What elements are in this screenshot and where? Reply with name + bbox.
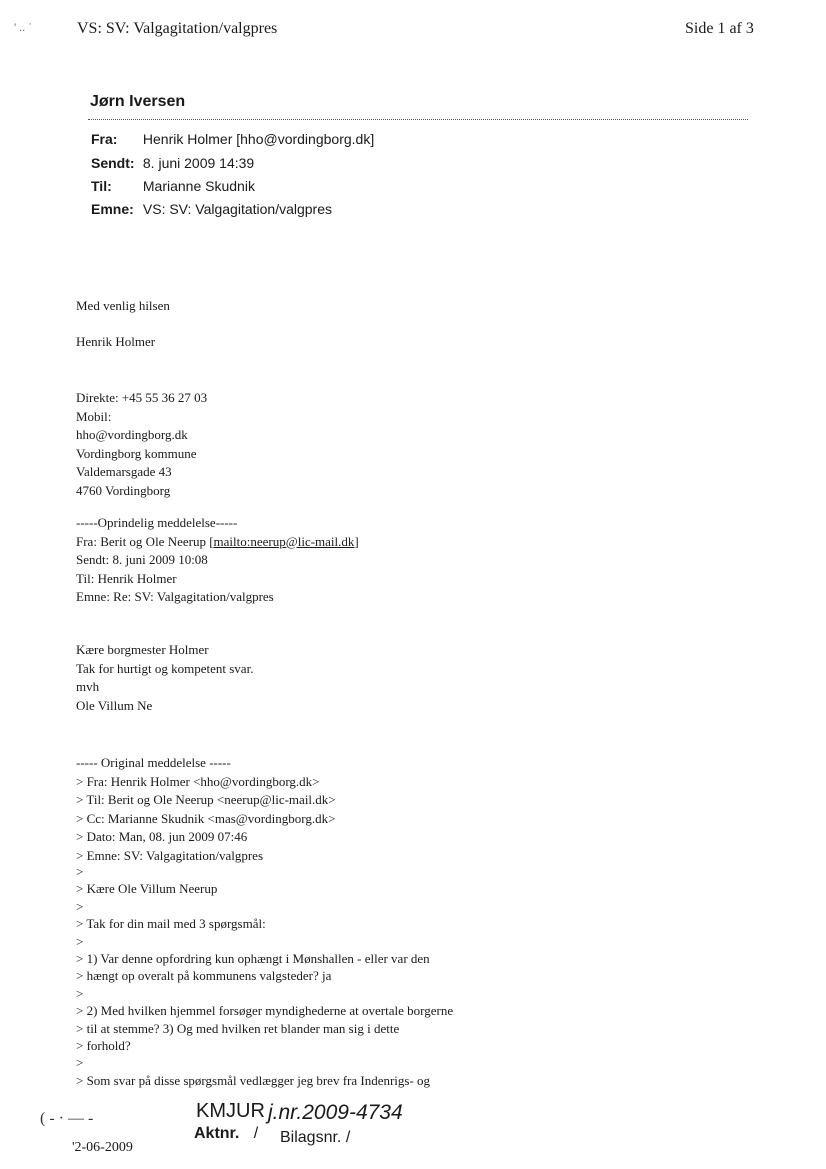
- from-value: Henrik Holmer [hho@vordingborg.dk]: [142, 131, 375, 147]
- quoted-line: > 1) Var denne opfordring kun ophængt i Mønshallen - eller var den: [76, 951, 430, 967]
- quoted-line: >: [76, 1055, 84, 1071]
- from-row: [91, 131, 374, 147]
- quoted-header-line: > Til: Berit og Ole Neerup <neerup@lic-mail.dk>: [76, 792, 336, 807]
- quoted-line: >: [76, 933, 84, 949]
- mailto-link[interactable]: [mailto:neerup@lic-mail.dk]: [209, 533, 359, 549]
- stamp-aktnr: [194, 1125, 258, 1143]
- to-value: Marianne Skudnik: [142, 178, 255, 194]
- quoted-header-line: > Fra: Henrik Holmer <hho@vordingborg.dk>: [76, 773, 320, 789]
- quoted-block: [76, 863, 453, 1089]
- reply-line: mvh: [76, 679, 100, 694]
- subject-row: [91, 201, 332, 217]
- quoted-line: > 2) Med hvilken hjemmel forsøger myndighederne at overtale borgerne: [76, 1003, 454, 1019]
- quoted-line: > Tak for din mail med 3 spørgsmål:: [76, 916, 266, 932]
- stamp-aktnr-value: /: [253, 1125, 259, 1142]
- stamp-bilag-value: /: [345, 1129, 351, 1146]
- quoted-line: > Kære Ole Villum Neerup: [76, 881, 218, 897]
- quoted-line: > forhold?: [76, 1038, 131, 1054]
- reply-line: Ole Villum Ne: [76, 697, 153, 713]
- subject-label: Emne:: [91, 201, 134, 217]
- reply-block: [76, 641, 253, 715]
- quoted-header-line: > Emne: SV: Valgagitation/valgpres: [76, 847, 264, 863]
- signature-line: Valdemarsgade 43: [76, 464, 172, 479]
- quoted-line: >: [76, 898, 84, 914]
- quoted-line: >: [76, 864, 84, 879]
- quoted-line: >: [76, 985, 84, 1001]
- original-subject: Emne: Re: SV: Valgagitation/valgpres: [76, 589, 274, 604]
- page-number: Side 1 af 3: [685, 20, 754, 37]
- original-to: Til: Henrik Holmer: [76, 570, 177, 586]
- stamp-marks: ( - · — -: [40, 1110, 94, 1127]
- sent-value: 8. juni 2009 14:39: [142, 155, 255, 171]
- original-from-text: Fra: Berit og Ole Neerup: [76, 533, 210, 549]
- quoted-header-line: > Cc: Marianne Skudnik <mas@vordingborg.dk>: [76, 810, 336, 826]
- page-header-title: VS: SV: Valgagitation/valgpres: [77, 20, 278, 37]
- mailbox-owner-name: Jørn Iversen: [90, 93, 186, 110]
- signature-line: 4760 Vordingborg: [76, 482, 171, 498]
- stamp-aktnr-label: Aktnr.: [194, 1125, 240, 1142]
- signature-email: hho@vordingborg.dk: [76, 427, 188, 442]
- original-marker: ----- Original meddelelse -----: [76, 755, 231, 770]
- original-message-1: [76, 514, 359, 607]
- signature-line: Vordingborg kommune: [76, 445, 197, 461]
- stamp-date: '2-06-2009: [72, 1140, 133, 1155]
- stamp-bilag-label: Bilagsnr.: [280, 1129, 342, 1146]
- to-label: Til:: [91, 178, 112, 194]
- original-sent: Sendt: 8. juni 2009 10:08: [76, 552, 208, 567]
- sender-name: Henrik Holmer: [76, 334, 156, 349]
- signature-line: Direkte: +45 55 36 27 03: [76, 390, 208, 405]
- reply-line: Kære borgmester Holmer: [76, 642, 209, 657]
- scan-marks: ' .. ˙: [14, 20, 33, 34]
- quoted-line: > Som svar på disse spørgsmål vedlægger jeg brev fra Indenrigs- og: [76, 1072, 431, 1088]
- original-message-2: [76, 754, 336, 865]
- to-row: [91, 178, 255, 194]
- sent-label: Sendt:: [91, 155, 135, 171]
- original-from: [76, 533, 359, 552]
- signature-block: [76, 389, 207, 500]
- stamp-office: KMJUR: [196, 1100, 265, 1122]
- original-marker: -----Oprindelig meddelelse-----: [76, 515, 238, 530]
- quoted-line: > til at stemme? 3) Og med hvilken ret blander man sig i dette: [76, 1020, 400, 1036]
- greeting: Med venlig hilsen: [76, 298, 170, 313]
- sent-row: [91, 155, 254, 171]
- signature-line: Mobil:: [76, 408, 112, 424]
- stamp-bilag: [280, 1129, 350, 1147]
- stamp-journal-number: j.nr.2009-4734: [268, 1101, 403, 1124]
- quoted-header-line: > Dato: Man, 08. jun 2009 07:46: [76, 829, 248, 844]
- header-divider: [88, 119, 748, 120]
- quoted-line: > hængt op overalt på kommunens valgsteder? ja: [76, 968, 332, 984]
- subject-value: VS: SV: Valgagitation/valgpres: [142, 201, 332, 217]
- from-label: Fra:: [91, 131, 118, 147]
- reply-line: Tak for hurtigt og kompetent svar.: [76, 660, 254, 676]
